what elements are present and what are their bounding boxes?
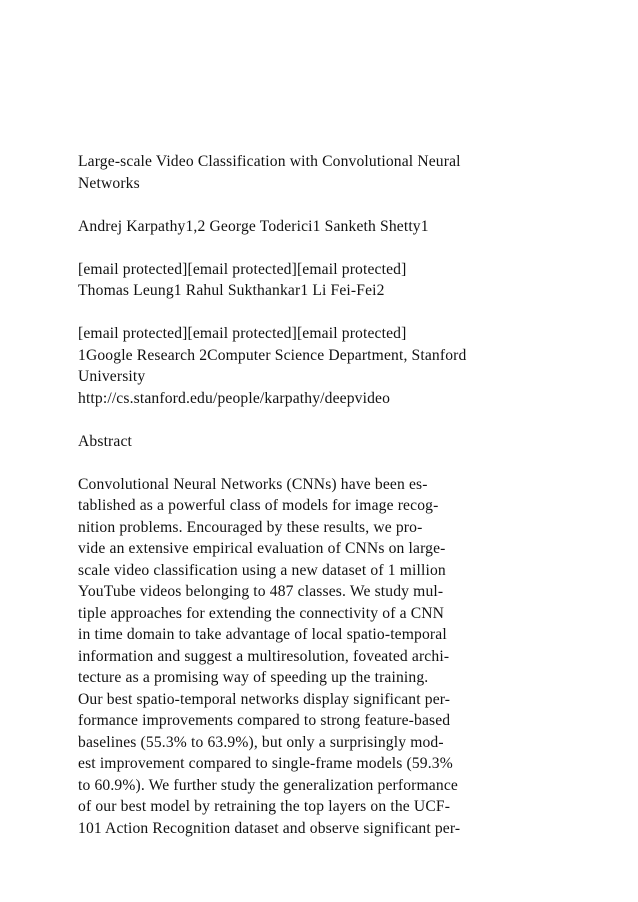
title-line: Large-scale Video Classification with Convolutional Neural xyxy=(78,153,461,170)
abstract-line: est improvement compared to single-frame models (59.3% xyxy=(78,755,453,772)
authors-line: Andrej Karpathy1,2 George Toderici1 Sanketh Shetty1 xyxy=(78,217,429,235)
section-heading: Abstract xyxy=(78,432,133,450)
abstract-line: of our best model by retraining the top layers on the UCF- xyxy=(78,798,451,815)
abstract-line: to 60.9%). We further study the generalization performance xyxy=(78,776,458,794)
authors-line: Thomas Leung1 Rahul Sukthankar1 Li Fei-Fei2 xyxy=(78,282,385,299)
title-line: Networks xyxy=(78,174,140,192)
abstract-body xyxy=(78,474,623,840)
emails-line: [email protected][email protected][email protected] xyxy=(78,260,407,278)
abstract-line: YouTube videos belonging to 487 classes. We study mul- xyxy=(78,583,444,600)
abstract-line: in time domain to take advantage of local spatio-temporal xyxy=(78,626,447,643)
abstract-line: Our best spatio-temporal networks display significant per- xyxy=(78,690,451,708)
paper-text xyxy=(78,151,623,839)
abstract-line: Convolutional Neural Networks (CNNs) have been es- xyxy=(78,475,428,493)
affiliations xyxy=(78,323,623,409)
abstract-line: tablished as a powerful class of models for image recog- xyxy=(78,497,439,514)
author-list xyxy=(78,216,623,238)
abstract-line: formance improvements compared to strong feature-based xyxy=(78,712,451,729)
abstract-line: baselines (55.3% to 63.9%), but only a surprisingly mod- xyxy=(78,733,444,751)
project-url: http://cs.stanford.edu/people/karpathy/deepvideo xyxy=(78,389,391,407)
affiliation-line: University xyxy=(78,368,146,385)
abstract-line: vide an extensive empirical evaluation of CNNs on large- xyxy=(78,540,446,557)
abstract-line: 101 Action Recognition dataset and observe significant per- xyxy=(78,819,461,837)
abstract-line: information and suggest a multiresolution, foveated archi- xyxy=(78,647,450,665)
paper-title xyxy=(78,151,623,194)
emails-and-authors xyxy=(78,259,623,302)
affiliation-line: 1Google Research 2Computer Science Department, Stanford xyxy=(78,346,467,364)
emails-line: [email protected][email protected][email protected] xyxy=(78,325,407,342)
abstract-line: tiple approaches for extending the connectivity of a CNN xyxy=(78,604,445,622)
abstract-line: nition problems. Encouraged by these results, we pro- xyxy=(78,518,423,536)
abstract-heading xyxy=(78,431,623,453)
abstract-line: scale video classification using a new dataset of 1 million xyxy=(78,561,446,579)
abstract-line: tecture as a promising way of speeding up the training. xyxy=(78,669,429,686)
